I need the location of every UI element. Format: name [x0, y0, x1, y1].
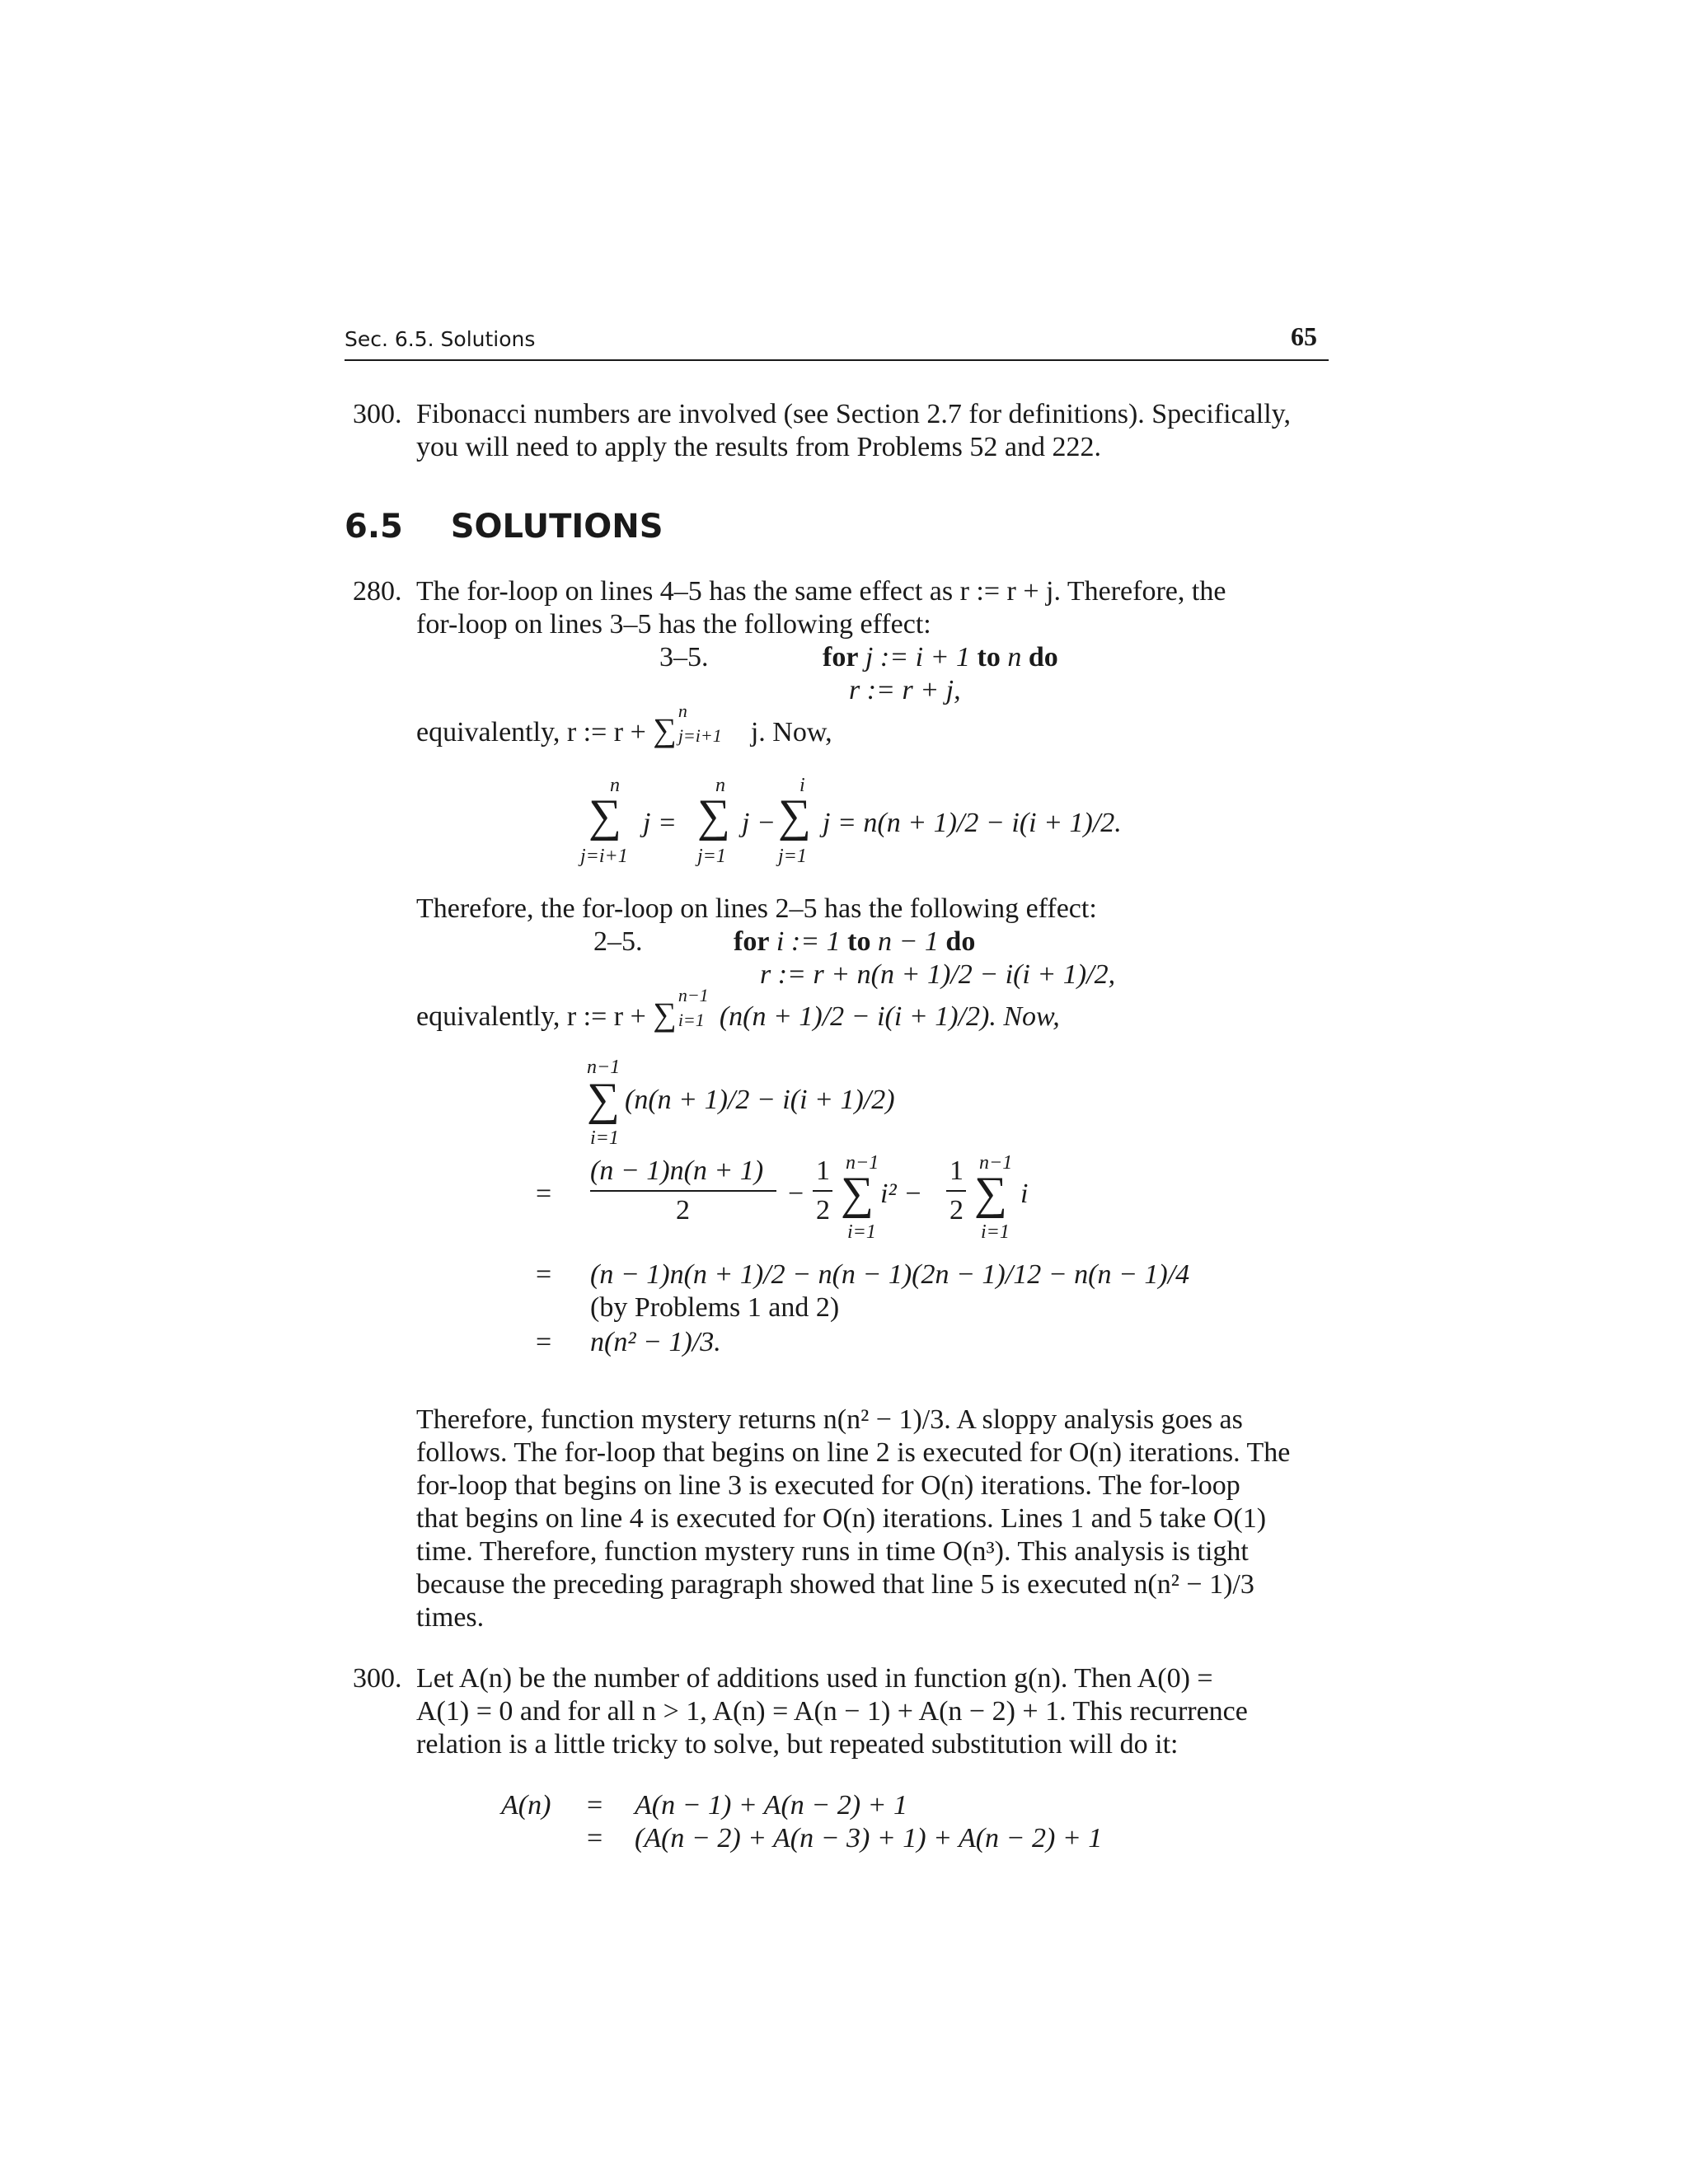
eq2-frac-num: (n − 1)n(n + 1): [590, 1155, 764, 1186]
eq1-sum1-sigma: ∑: [588, 790, 621, 841]
equiv1-post: j. Now,: [750, 717, 832, 748]
code1-to: to: [977, 642, 1001, 673]
code1-for: for: [823, 642, 859, 673]
code2-line: [734, 926, 975, 958]
section-number: 6.5: [345, 508, 403, 546]
recurrence-rhs-1: A(n − 1) + A(n − 2) + 1: [635, 1790, 907, 1821]
eq2-sum-sigma: ∑: [587, 1074, 620, 1125]
analysis-line-2: follows. The for-loop that begins on line 2 is executed for O(n) iterations. The: [416, 1437, 1291, 1468]
recurrence-eq-2: =: [587, 1823, 603, 1854]
eq2-sumB-sigma: ∑: [974, 1168, 1007, 1219]
eq1-sum3-top: i: [799, 775, 805, 796]
recurrence-rhs-2: (A(n − 2) + A(n − 3) + 1) + A(n − 2) + 1: [635, 1823, 1103, 1854]
eq1-term3: j = n(n + 1)/2 − i(i + 1)/2.: [823, 808, 1122, 838]
section-heading: [345, 508, 663, 546]
eq2-sumB-bottom: i=1: [981, 1221, 1010, 1243]
sol-280-p1-line-2: for-loop on lines 3–5 has the following effect:: [416, 609, 931, 640]
code2-body: r := r + n(n + 1)/2 − i(i + 1)/2,: [760, 959, 1116, 990]
eq2-half-den: 2: [816, 1195, 830, 1226]
eq1-sum2-bottom: j=1: [697, 846, 726, 867]
equiv2-pre: equivalently, r := r +: [416, 1001, 654, 1032]
eq2-sumA-bottom: i=1: [847, 1221, 876, 1243]
equiv2-sum-top: n−1: [678, 985, 709, 1005]
header-rule: [345, 359, 1329, 361]
eq1-sum3-bottom: j=1: [778, 846, 807, 867]
equiv2-sum-bottom: i=1: [678, 1010, 705, 1030]
sol-280-number: 280.: [353, 576, 402, 607]
hint-300-number: 300.: [353, 399, 402, 429]
eq2: [528, 1057, 1269, 1370]
eq2-minus: −: [788, 1179, 804, 1209]
equiv2-sigma: ∑: [653, 996, 677, 1033]
hint-300-line-2: you will need to apply the results from Problems 52 and 222.: [416, 432, 1101, 462]
equiv1-line: [416, 701, 832, 749]
eq2-frac-den: 2: [676, 1195, 690, 1226]
code1-label: 3–5.: [659, 642, 709, 673]
code1-do: do: [1028, 642, 1058, 673]
running-head: Sec. 6.5. Solutions: [345, 327, 536, 351]
eq2-termB: i: [1020, 1179, 1029, 1209]
eq2-frac-bar: [590, 1190, 776, 1192]
eq1-term1: j =: [643, 808, 677, 838]
code2-for: for: [734, 926, 770, 957]
code2-do: do: [945, 926, 976, 957]
analysis-line-6: because the preceding paragraph showed that line 5 is executed n(n² − 1)/3: [416, 1569, 1254, 1600]
sol-300-number: 300.: [353, 1663, 402, 1694]
equiv1-limits: [677, 701, 751, 746]
recurrence-lhs: A(n): [501, 1790, 551, 1821]
eq2-eq-2: =: [536, 1259, 552, 1290]
recurrence-eq-1: =: [587, 1790, 603, 1821]
eq2-line3: (n − 1)n(n + 1)/2 − n(n − 1)(2n − 1)/12 − n(n − 1)/4: [590, 1259, 1190, 1290]
eq2-eq-1: =: [536, 1179, 552, 1209]
equiv2-line: [416, 985, 1060, 1033]
page-number: 65: [1291, 321, 1317, 351]
sol-300-line-3: relation is a little tricky to solve, but repeated substitution will do it:: [416, 1729, 1179, 1760]
eq2-sumA-sigma: ∑: [841, 1168, 874, 1219]
eq2-sum-bottom: i=1: [590, 1127, 619, 1149]
equiv1-sum-top: n: [678, 701, 687, 721]
analysis-line-1: Therefore, function mystery returns n(n² − 1)/3. A sloppy analysis goes as: [416, 1404, 1243, 1435]
analysis-line-3: for-loop that begins on line 3 is executed for O(n) iterations. The for-loop: [416, 1470, 1240, 1501]
analysis-line-5: time. Therefore, function mystery runs in time O(n³). This analysis is tight: [416, 1536, 1249, 1567]
code1-line: [823, 642, 1058, 673]
eq2-half-num: 1: [816, 1155, 830, 1186]
analysis-line-4: that begins on line 4 is executed for O(n) iterations. Lines 1 and 5 take O(1): [416, 1503, 1267, 1534]
eq2-note: (by Problems 1 and 2): [590, 1292, 840, 1323]
code1-var: j := i + 1: [865, 642, 971, 673]
equiv2-post: (n(n + 1)/2 − i(i + 1)/2). Now,: [719, 1001, 1060, 1032]
eq1-sum2-sigma: ∑: [697, 790, 730, 841]
equiv1-sum-bottom: j=i+1: [678, 725, 722, 746]
eq2-half-bar: [813, 1190, 832, 1192]
eq2-eq-3: =: [536, 1327, 552, 1357]
equiv2-limits: [677, 985, 720, 1030]
code1-n: n: [1007, 642, 1022, 673]
eq1-sum3-sigma: ∑: [778, 790, 811, 841]
eq1-sum1-bottom: j=i+1: [580, 846, 628, 867]
eq2-sumB-top: n−1: [979, 1152, 1013, 1174]
sol-280-p2-line-1: Therefore, the for-loop on lines 2–5 has the following effect:: [416, 893, 1097, 924]
equiv1-sigma: ∑: [653, 711, 677, 748]
sol-300-line-1: Let A(n) be the number of additions used in function g(n). Then A(0) =: [416, 1663, 1213, 1694]
code2-n: n − 1: [877, 926, 939, 957]
eq2-half2-den: 2: [950, 1195, 964, 1226]
code2-label: 2–5.: [593, 926, 643, 957]
code1-body: r := r + j,: [849, 675, 961, 705]
eq1-sum2-top: n: [715, 775, 725, 796]
analysis-line-7: times.: [416, 1602, 485, 1633]
section-title: SOLUTIONS: [450, 508, 663, 546]
equiv1-pre: equivalently, r := r +: [416, 717, 654, 748]
code2-to: to: [847, 926, 871, 957]
hint-300-line-1: Fibonacci numbers are involved (see Section 2.7 for definitions). Specifically,: [416, 399, 1291, 429]
eq2-half2-bar: [946, 1190, 966, 1192]
eq1-term2: j −: [742, 808, 776, 838]
eq2-sum-top: n−1: [587, 1057, 621, 1078]
sol-280-p1-line-1: The for-loop on lines 4–5 has the same effect as r := r + j. Therefore, the: [416, 576, 1226, 607]
eq1-sum1-top: n: [610, 775, 620, 796]
eq2-termA: i² −: [880, 1179, 923, 1209]
eq2-half2-num: 1: [950, 1155, 964, 1186]
eq2-first: (n(n + 1)/2 − i(i + 1)/2): [625, 1085, 895, 1115]
sol-300-line-2: A(1) = 0 and for all n > 1, A(n) = A(n − 1) + A(n − 2) + 1. This recurrence: [416, 1696, 1248, 1727]
eq2-line5: n(n² − 1)/3.: [590, 1327, 721, 1357]
code2-var: i := 1: [776, 926, 841, 957]
eq2-sumA-top: n−1: [846, 1152, 879, 1174]
